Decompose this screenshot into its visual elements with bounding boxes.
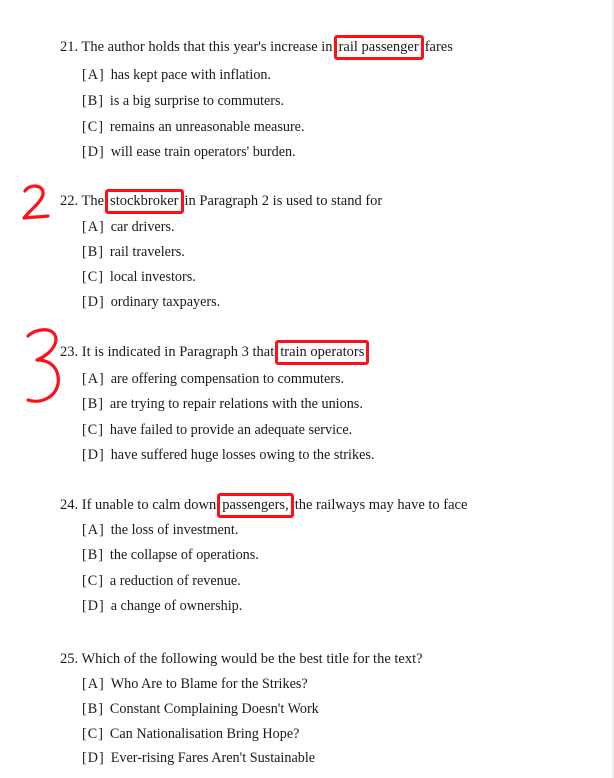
question-number: 22. [60,193,79,209]
handwritten-mark-2 [18,182,52,222]
question-stem: 22. The stockbroker in Paragraph 2 is used to stand for [60,192,382,210]
handwritten-mark-3 [22,326,66,408]
option-c[interactable]: [C] local investors. [82,269,196,285]
question-number: 23. [60,344,79,360]
option-b[interactable]: [B] is a big surprise to commuters. [82,93,285,109]
question-stem: 24. If unable to calm down passengers, the railways may have to face [60,496,467,514]
highlight-box: train operators [275,340,369,365]
option-a[interactable]: [A] are offering compensation to commuters. [82,371,345,387]
question-number: 25. [60,651,79,667]
question-stem: 25. Which of the following would be the best title for the text? [60,651,423,667]
highlight-box: stockbroker [105,189,183,214]
option-b[interactable]: [B] are trying to repair relations with the unions. [82,396,363,412]
question-number: 21. [60,39,79,55]
option-a[interactable]: [A] car drivers. [82,219,175,235]
option-d[interactable]: [D] will ease train operators' burden. [82,144,296,160]
option-b[interactable]: [B] Constant Complaining Doesn't Work [82,701,319,717]
option-c[interactable]: [C] Can Nationalisation Bring Hope? [82,726,300,742]
option-c[interactable]: [C] a reduction of revenue. [82,573,241,589]
option-d[interactable]: [D] ordinary taxpayers. [82,294,221,310]
option-b[interactable]: [B] the collapse of operations. [82,547,259,563]
option-b[interactable]: [B] rail travelers. [82,244,185,260]
highlight-box: passengers, [217,493,293,518]
option-d[interactable]: [D] have suffered huge losses owing to the strikes. [82,447,375,463]
question-stem: 21. The author holds that this year's increase in rail passenger fares [60,38,453,56]
option-c[interactable]: [C] remains an unreasonable measure. [82,119,305,135]
option-c[interactable]: [C] have failed to provide an adequate service. [82,422,353,438]
option-a[interactable]: [A] Who Are to Blame for the Strikes? [82,676,308,692]
option-a[interactable]: [A] the loss of investment. [82,522,239,538]
option-d[interactable]: [D] Ever-rising Fares Aren't Sustainable [82,750,316,766]
question-number: 24. [60,497,79,513]
question-stem: 23. It is indicated in Paragraph 3 that train operators [60,343,370,361]
option-a[interactable]: [A] has kept pace with inflation. [82,67,272,83]
option-d[interactable]: [D] a change of ownership. [82,598,243,614]
highlight-box: rail passenger [334,35,424,60]
